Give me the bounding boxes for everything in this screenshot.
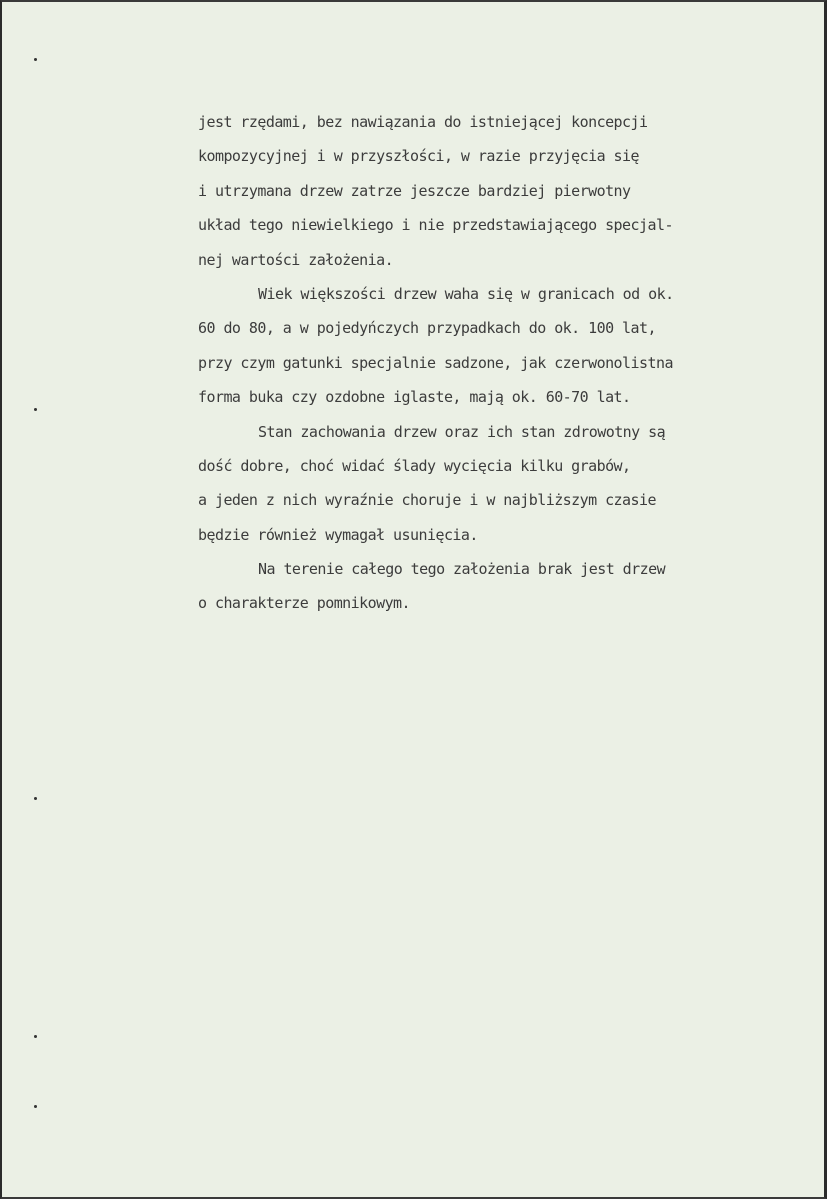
- text-line: o charakterze pomnikowym.: [198, 594, 411, 613]
- document-body: [198, 105, 798, 621]
- text-line: będzie również wymagał usunięcia.: [198, 525, 478, 544]
- text-line: jest rzędami, bez nawiązania do istniejącej koncepcji: [198, 113, 648, 131]
- paragraph-start-line: Wiek większości drzew waha się w granicach od ok.: [258, 284, 674, 303]
- margin-mark: [34, 1105, 37, 1108]
- paragraph-start-line: Stan zachowania drzew oraz ich stan zdrowotny są: [258, 422, 666, 441]
- text-line: układ tego niewielkiego i nie przedstawiającego specjal-: [198, 216, 673, 235]
- paragraph-start-line: Na terenie całego tego założenia brak jest drzew: [258, 560, 666, 579]
- margin-mark: [34, 58, 37, 61]
- text-line: przy czym gatunki specjalnie sadzone, jak czerwonolistna: [198, 353, 673, 372]
- text-line: i utrzymana drzew zatrze jeszcze bardziej pierwotny: [198, 181, 631, 200]
- text-line: a jeden z nich wyraźnie choruje i w najbliższym czasie: [198, 491, 656, 510]
- margin-mark: [34, 408, 37, 411]
- text-line: nej wartości założenia.: [198, 250, 394, 269]
- text-line: forma buka czy ozdobne iglaste, mają ok. 60-70 lat.: [198, 388, 631, 407]
- margin-mark: [34, 1035, 37, 1038]
- text-line: 60 do 80, a w pojedyńczych przypadkach do ok. 100 lat,: [198, 319, 656, 338]
- margin-mark: [34, 797, 37, 800]
- text-line: dość dobre, choć widać ślady wycięcia kilku grabów,: [198, 456, 631, 475]
- text-line: kompozycyjnej i w przyszłości, w razie przyjęcia się: [198, 147, 640, 166]
